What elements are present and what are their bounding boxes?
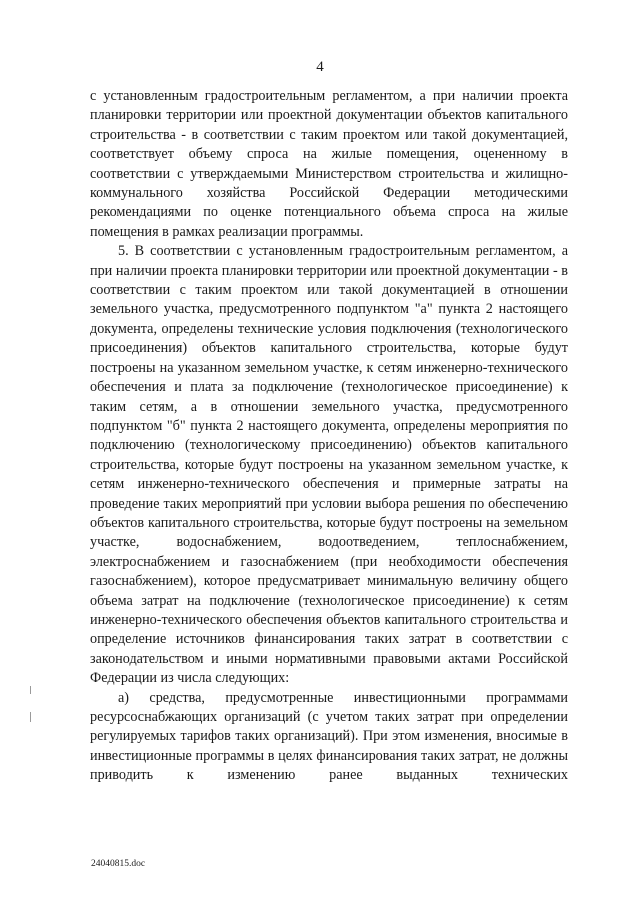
paragraph-continuation: с установленным градостроительным регламентом, а при наличии проекта планировки территории или проектной документации объектов капитального строительства - в соответствии с таким проектом или такой документацией, соответствует объему спроса на жилые помещения, оцененному в соответствии с утверждаемыми Министерством строительства и жилищно-коммунального хозяйства Российской Федерации методическими рекомендациями по оценке потенциального объема спроса на жилые помещения в рамках реализации программы. [90,88,568,240]
document-body [90,87,568,786]
scan-artifact-mark [30,686,31,694]
paragraph-item-5: 5. В соответствии с установленным градостроительным регламентом, а при наличии проекта планировки территории или проектной документации - в соответствии с таким проектом или такой документацией в отношении земельного участка, предусмотренного подпунктом "а" пункта 2 настоящего документа, определены технические условия подключения (технологического присоединения) объектов капитального строительства, которые будут построены на указанном земельном участке, к сетям инженерно-технического обеспечения и плата за подключение (технологическое присоединение) к таким сетям, а в отношении земельного участка, предусмотренного подпунктом "б" пункта 2 настоящего документа, определены мероприятия по подключению (технологическому присоединению) объектов капитального строительства, которые будут построены на указанном земельном участке, к сетям инженерно-технического обеспечения и примерные затраты на проведение таких мероприятий при условии выбора решения по обеспечению объектов капитального строительства, которые будут построены на земельном участке, водоснабжением, водоотведением, теплоснабжением, электроснабжением и газоснабжением (при необходимости обеспечения газоснабжением), которое предусматривает минимальную величину общего объема затрат на подключение (технологическое присоединение) к сетям инженерно-технического обеспечения объектов капитального строительства и определение источников финансирования таких затрат в соответствии с законодательством и иными нормативными правовыми актами Российской Федерации из числа следующих: [90,243,568,687]
scan-artifact-mark [30,712,31,722]
paragraph-subitem-a: а) средства, предусмотренные инвестиционными программами ресурсоснабжающих организаций (с учетом таких затрат при определении регулируемых тарифов таких организаций). При этом изменения, вносимые в инвестиционные программы в целях финансирования таких затрат, не должны приводить к изменению ранее выданных технических [90,689,568,784]
page-number: 4 [316,59,324,75]
footer-file-name: 24040815.doc [91,859,146,869]
